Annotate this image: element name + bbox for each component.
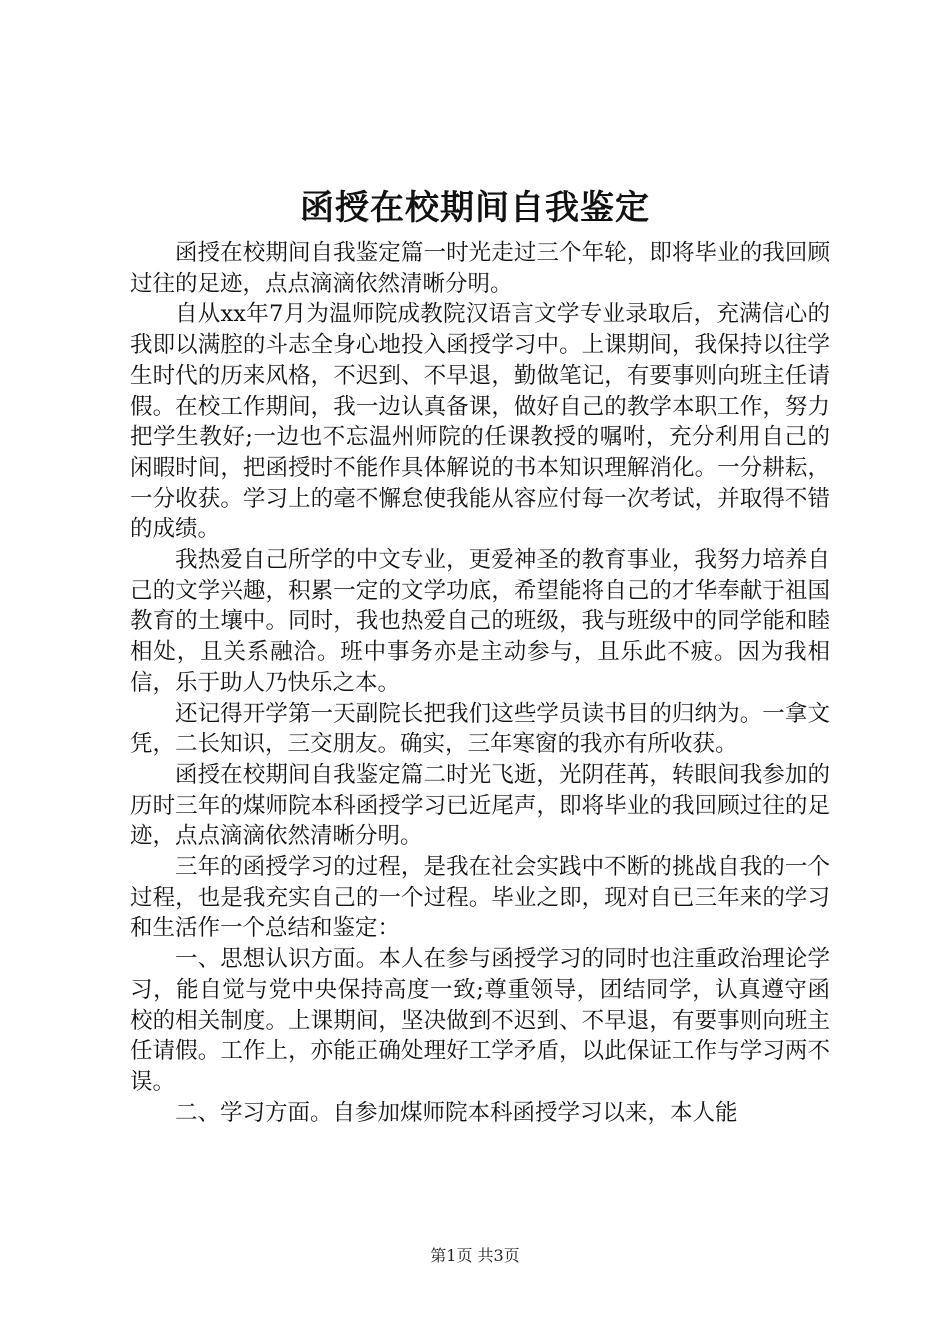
paragraph-8: 二、学习方面。自参加煤师院本科函授学习以来，本人能	[175, 1099, 738, 1126]
paragraph-6: 三年的函授学习的过程，是我在社会实践中不断的挑战自我的一个过程，也是我充实自己的一个过程。毕业之即，现对自已三年来的学习和生活作一个总结和鉴定：	[130, 854, 830, 942]
paragraph-1: 函授在校期间自我鉴定篇一时光走过三个年轮，即将毕业的我回顾过往的足迹，点点滴滴依然清晰分明。	[130, 240, 830, 297]
paragraph-2: 自从xx年7月为温师院成教院汉语言文学专业录取后，充满信心的我即以满腔的斗志全身心地投入函授学习中。上课期间，我保持以往学生时代的历来风格，不迟到、不早退，勤做笔记，有要事则向班主任请假。在校工作期间，我一边认真备课，做好自己的教学本职工作，努力把学生教好;一边也不忘温州师院的任课教授的嘱咐，充分利用自己的闲暇时间，把函授时不能作具体解说的书本知识理解消化。一分耕耘，一分收获。学习上的毫不懈怠使我能从容应付每一次考试，并取得不错的成绩。	[130, 301, 830, 543]
document-title: 函授在校期间自我鉴定	[300, 188, 650, 228]
paragraph-3: 我热爱自己所学的中文专业，更爱神圣的教育事业，我努力培养自己的文学兴趣，积累一定的文学功底，希望能将自己的才华奉献于祖国教育的土壤中。同时，我也热爱自己的班级，我与班级中的同学能和睦相处，且关系融洽。班中事务亦是主动参与，且乐此不疲。因为我相信，乐于助人乃快乐之本。	[130, 547, 830, 696]
page-number-footer: 第1页 共3页	[430, 1246, 520, 1265]
paragraph-5: 函授在校期间自我鉴定篇二时光飞逝，光阴荏苒，转眼间我参加的历时三年的煤师院本科函授学习已近尾声，即将毕业的我回顾过往的足迹，点点滴滴依然清晰分明。	[130, 761, 830, 850]
paragraph-4: 还记得开学第一天副院长把我们这些学员读书目的归纳为。一拿文凭，二长知识，三交朋友。确实，三年寒窗的我亦有所收获。	[130, 700, 830, 758]
document-body	[130, 238, 830, 1128]
paragraph-7: 一、思想认识方面。本人在参与函授学习的同时也注重政治理论学习，能自觉与党中央保持高度一致;尊重领导，团结同学，认真遵守函校的相关制度。上课期间，坚决做到不迟到、不早退，有要事则向班主任请假。工作上，亦能正确处理好工学矛盾，以此保证工作与学习两不误。	[130, 946, 830, 1095]
